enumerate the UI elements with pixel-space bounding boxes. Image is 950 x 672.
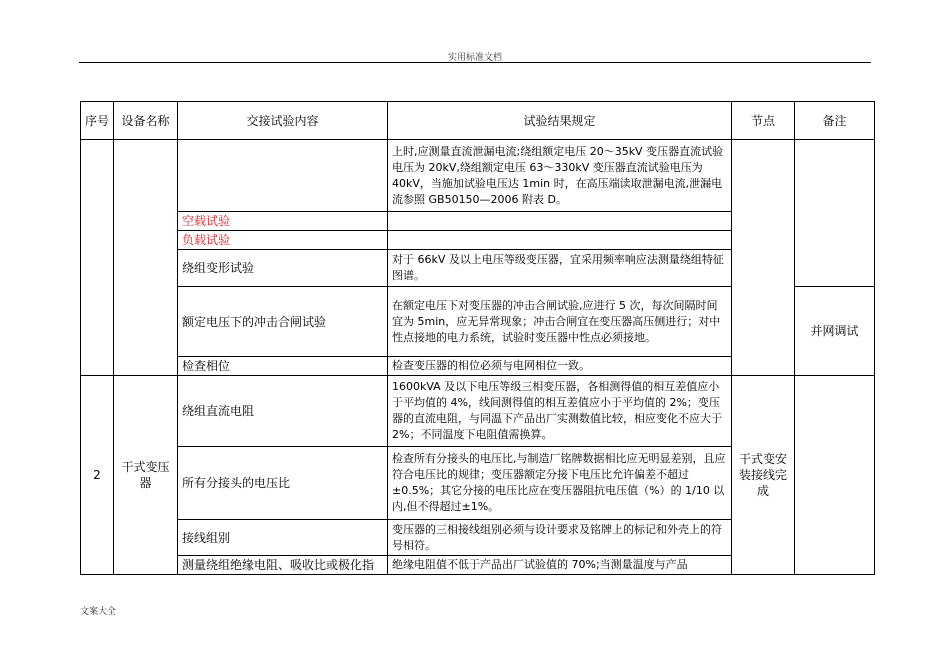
header-rule [79,62,871,63]
content-cell: 检查相位 [178,357,388,376]
content-cell: 空载试验 [178,212,388,231]
content-cell [178,140,388,212]
content-cell: 额定电压下的冲击合闸试验 [178,287,388,357]
result-cell: 绝缘电阻值不低于产品出厂试验值的 70%;当测量温度与产品 [388,556,732,575]
node-cell: 干式变安装接线完成 [732,376,795,575]
header-no: 序号 [81,102,114,140]
no-cell: 2 [81,376,114,575]
result-cell: 1600kVA 及以下电压等级三相变压器，各相测得值的相互差值应小于平均值的 4%，线间测得值的相互差值应小于平均值的 2%；变压器的直流电阻，与同温下产品出厂实测数值比较，相应变化不应大于 2%；不同温度下电阻值需换算。 [388,376,732,447]
page-footer: 文案大全 [80,607,117,617]
remark-cell-empty [795,376,875,575]
table-header-row [81,102,875,140]
handover-test-table [80,101,875,575]
table-row [81,140,875,212]
node-cell [732,140,795,376]
remark-cell: 并网调试 [795,287,875,376]
result-cell: 变压器的三相接线组别必须与设计要求及铭牌上的标记和外壳上的符号相符。 [388,520,732,556]
content-cell: 负载试验 [178,231,388,250]
result-cell [388,231,732,250]
content-cell: 接线组别 [178,520,388,556]
remark-cell-empty [795,140,875,287]
header-content: 交接试验内容 [178,102,388,140]
result-cell: 检查变压器的相位必须与电网相位一致。 [388,357,732,376]
header-remark: 备注 [795,102,875,140]
header-node: 节点 [732,102,795,140]
no-cell [81,140,114,376]
result-cell: 对于 66kV 及以上电压等级变压器，宜采用频率响应法测量绕组特征图谱。 [388,250,732,287]
content-cell: 绕组变形试验 [178,250,388,287]
header-device: 设备名称 [114,102,178,140]
result-cell: 在额定电压下对变压器的冲击合闸试验,应进行 5 次，每次间隔时间宜为 5min，应无异常现象；冲击合闸宜在变压器高压侧进行；对中性点接地的电力系统，试验时变压器中性点必须接地。 [388,287,732,357]
result-cell: 检查所有分接头的电压比,与制造厂铭牌数据相比应无明显差别，且应符合电压比的规律；变压器额定分接下电压比允许偏差不超过±0.5%；其它分接的电压比应在变压器阻抗电压值（%）的 1/10 以内,但不得超过±1%。 [388,447,732,520]
content-cell: 绕组直流电阻 [178,376,388,447]
result-cell: 上时,应测量直流泄漏电流;绕组额定电压 20～35kV 变压器直流试验电压为 20kV,绕组额定电压 63～330kV 变压器直流试验电压为 40kV，当施加试验电压达 1min 时，在高压端读取泄漏电流,泄漏电流参照 GB50150—2006 附表 D。 [388,140,732,212]
content-cell: 测量绕组绝缘电阻、吸收比或极化指 [178,556,388,575]
device-cell: 干式变压器 [114,376,178,575]
header-result: 试验结果规定 [388,102,732,140]
device-cell [114,140,178,376]
result-cell [388,212,732,231]
table-row [81,376,875,447]
page-header: 实用标准文档 [447,53,502,63]
content-cell: 所有分接头的电压比 [178,447,388,520]
